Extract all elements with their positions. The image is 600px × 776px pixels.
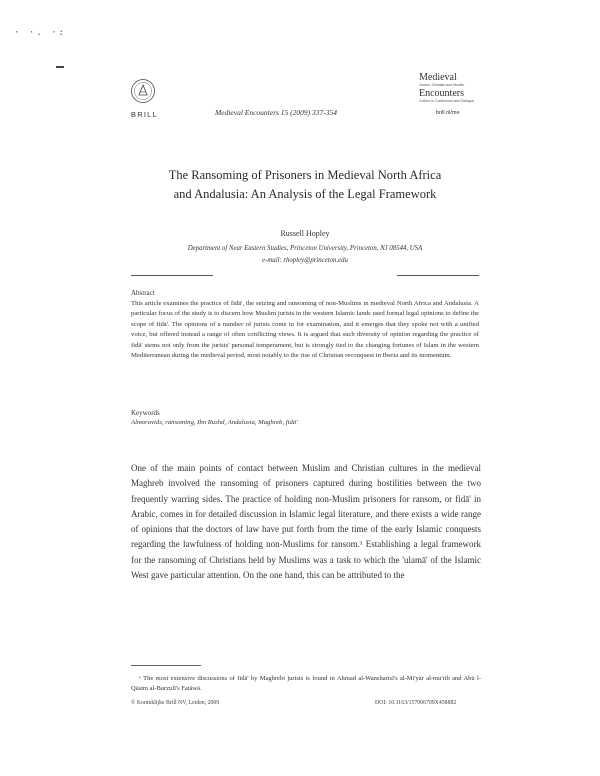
author-name: Russell Hopley xyxy=(280,229,330,238)
separator-left xyxy=(131,275,213,276)
keywords-list: Almoravids, ransoming, Ibn Rushd, Andalusia, Maghreb, fidā' xyxy=(131,419,298,426)
body-paragraph: One of the main points of contact between Muslim and Christian cultures in the medieval Maghreb involved the ransoming of prisoners captured during hostilities between the two frequently warring sides. The practice of holding non-Muslim prisoners for ransom, or fidā' in Arabic, comes in for detailed discussion in Islamic legal literature, and there exists a wide range of opinions that the doctors of law have put forth from the time of the early Islamic conquests regarding the lawfulness of holding non-Muslims for ransom.¹ Establishing a legal framework for the ransoming of Christians held by Muslims was a task to which the 'ulamā' of the Islamic West gave particular attention. On the one hand, this can be attributed to the xyxy=(131,463,481,581)
article-title xyxy=(90,166,520,204)
doi-line: DOI: 10.1163/157006709X458882 xyxy=(375,700,457,706)
title-line-1: The Ransoming of Prisoners in Medieval North Africa xyxy=(168,168,442,182)
affiliation-line-1: Department of Near Eastern Studies, Princeton University, Princeton, NJ 08544, USA xyxy=(187,245,423,252)
abstract-heading: Abstract xyxy=(131,289,155,297)
separator-right xyxy=(397,275,479,276)
footnote-text: ¹ The most extensive discussions of fidā' by Maghrebi jurists is found in Ahmad al-Wansharīsī's al-Mi'yār al-mu'rib and Abū l-Qāsim al-Burzulī's Fatāwā. xyxy=(131,675,481,692)
logo-line-4: Culture in Confluence and Dialogue xyxy=(419,99,475,103)
publisher-name: BRILL xyxy=(131,110,158,119)
author-affiliation xyxy=(120,243,490,267)
brill-seal-icon xyxy=(130,78,156,104)
journal-reference: Medieval Encounters 15 (2009) 337-354 xyxy=(215,108,338,117)
scan-mark xyxy=(56,66,64,68)
logo-line-1: Medieval xyxy=(419,72,457,83)
abstract-paragraph: This article examines the practice of fidā', the seizing and ransoming of non-Muslims in medieval North Africa and Andalusia. A particular focus of the study is to discern how Muslim jurists in the western Islamic lands used formal legal opinions to define the scope of fidā'. The opinions of a number of jurists come in for examination, and it emerges that they spoke not with a unified voice, but offered instead a range of often conflicting views. It is argued that such diversity of opinion regarding the practice of fidā' stems not only from the jurists' personal temperament, but is strongly tied to the changing fortunes of Islam in the western Mediterranean during the medieval period, most notably to the rise of Christian reconquest in Iberia and its momentum. xyxy=(131,300,479,360)
title-line-2: and Andalusia: An Analysis of the Legal Framework xyxy=(173,187,437,201)
footnote-rule xyxy=(131,665,201,666)
copyright-line: © Koninklijke Brill NV, Leiden, 2009 xyxy=(131,700,220,706)
main-text xyxy=(131,461,481,583)
logo-line-2: Jewish, Christian and Muslim xyxy=(419,83,465,87)
keywords-heading: Keywords xyxy=(131,409,160,417)
logo-line-3: Encounters xyxy=(419,88,464,99)
journal-logo xyxy=(419,72,479,104)
journal-url: brill.nl/me xyxy=(436,110,460,116)
affiliation-email: e-mail: rhopley@princeton.edu xyxy=(262,257,348,264)
abstract-body xyxy=(131,299,479,361)
footnote xyxy=(131,674,481,694)
scan-smudge: · ·. ·: xyxy=(14,28,66,38)
